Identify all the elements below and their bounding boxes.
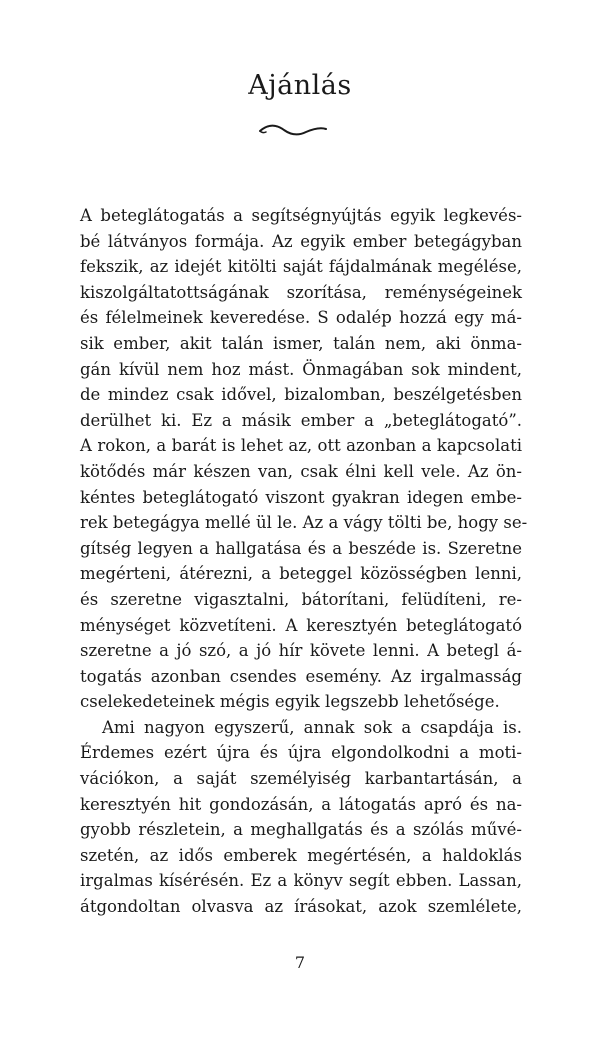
text-line: de mindez csak idővel, bizalomban, beszélgetésben [80,385,522,405]
text-line: vációkon, a saját személyiség karbantartásán, a [80,769,522,789]
text-line: sik ember, akit talán ismer, talán nem, aki önma- [80,333,522,353]
paragraph [80,715,522,920]
text-line: ménységet közvetíteni. A keresztyén beteglátogató [80,615,522,635]
text-line: kiszolgáltatottságának szorítása, reménységeinek [80,282,522,302]
text-line: megérteni, átérezni, a beteggel közösségben lenni, [80,564,522,584]
text-line: gyobb részletein, a meghallgatás és a szólás művé- [80,820,522,840]
text-line: keresztyén hit gondozásán, a látogatás apró és na- [80,794,522,814]
text-line: Érdemes ezért újra és újra elgondolkodni a moti- [80,743,522,763]
page-number: 7 [294,953,306,972]
text-line: kötődés már készen van, csak élni kell vele. Az ön- [80,461,522,481]
text-line: szeretne a jó szó, a jó hír követe lenni. A betegl á- [80,641,522,661]
text-line: irgalmas kísérésén. Ez a könyv segít ebben. Lassan, [80,871,522,891]
text-line: és félelmeinek keveredése. S odalép hozzá egy má- [80,308,522,328]
text-line: Ami nagyon egyszerű, annak sok a csapdája is. [102,717,522,737]
text-line: cselekedeteinek mégis egyik legszebb lehetősége. [80,692,500,712]
text-line: gán kívül nem hoz mást. Önmagában sok mindent, [80,359,522,379]
text-line: A beteglátogatás a segítségnyújtás egyik legkevés- [80,206,522,225]
text-line: derülhet ki. Ez a másik ember a „beteglátogató”. [80,410,522,430]
body-text [80,203,528,920]
text-line: gítség legyen a hallgatása és a beszéde is. Szeretne [80,538,522,558]
swash-divider-icon [258,120,328,142]
chapter-title: Ajánlás [248,70,352,101]
text-line: kéntes beteglátogató viszont gyakran idegen embe- [80,487,522,507]
text-line: A rokon, a barát is lehet az, ott azonban a kapcsolati [80,436,522,456]
paragraph [80,203,528,715]
text-line: bé látványos formája. Az egyik ember betegágyban [80,231,522,251]
text-line: fekszik, az idejét kitölti saját fájdalmának megélése, [80,257,522,277]
text-line: és szeretne vigasztalni, bátorítani, felüdíteni, re- [80,589,522,609]
text-line: átgondoltan olvasva az írásokat, azok szemlélete, [80,897,522,917]
text-line: szetén, az idős emberek megértésén, a haldoklás [80,845,522,865]
text-line: rek betegágya mellé ül le. Az a vágy tölti be, hogy se- [80,513,528,533]
text-line: togatás azonban csendes esemény. Az irgalmasság [80,666,522,686]
